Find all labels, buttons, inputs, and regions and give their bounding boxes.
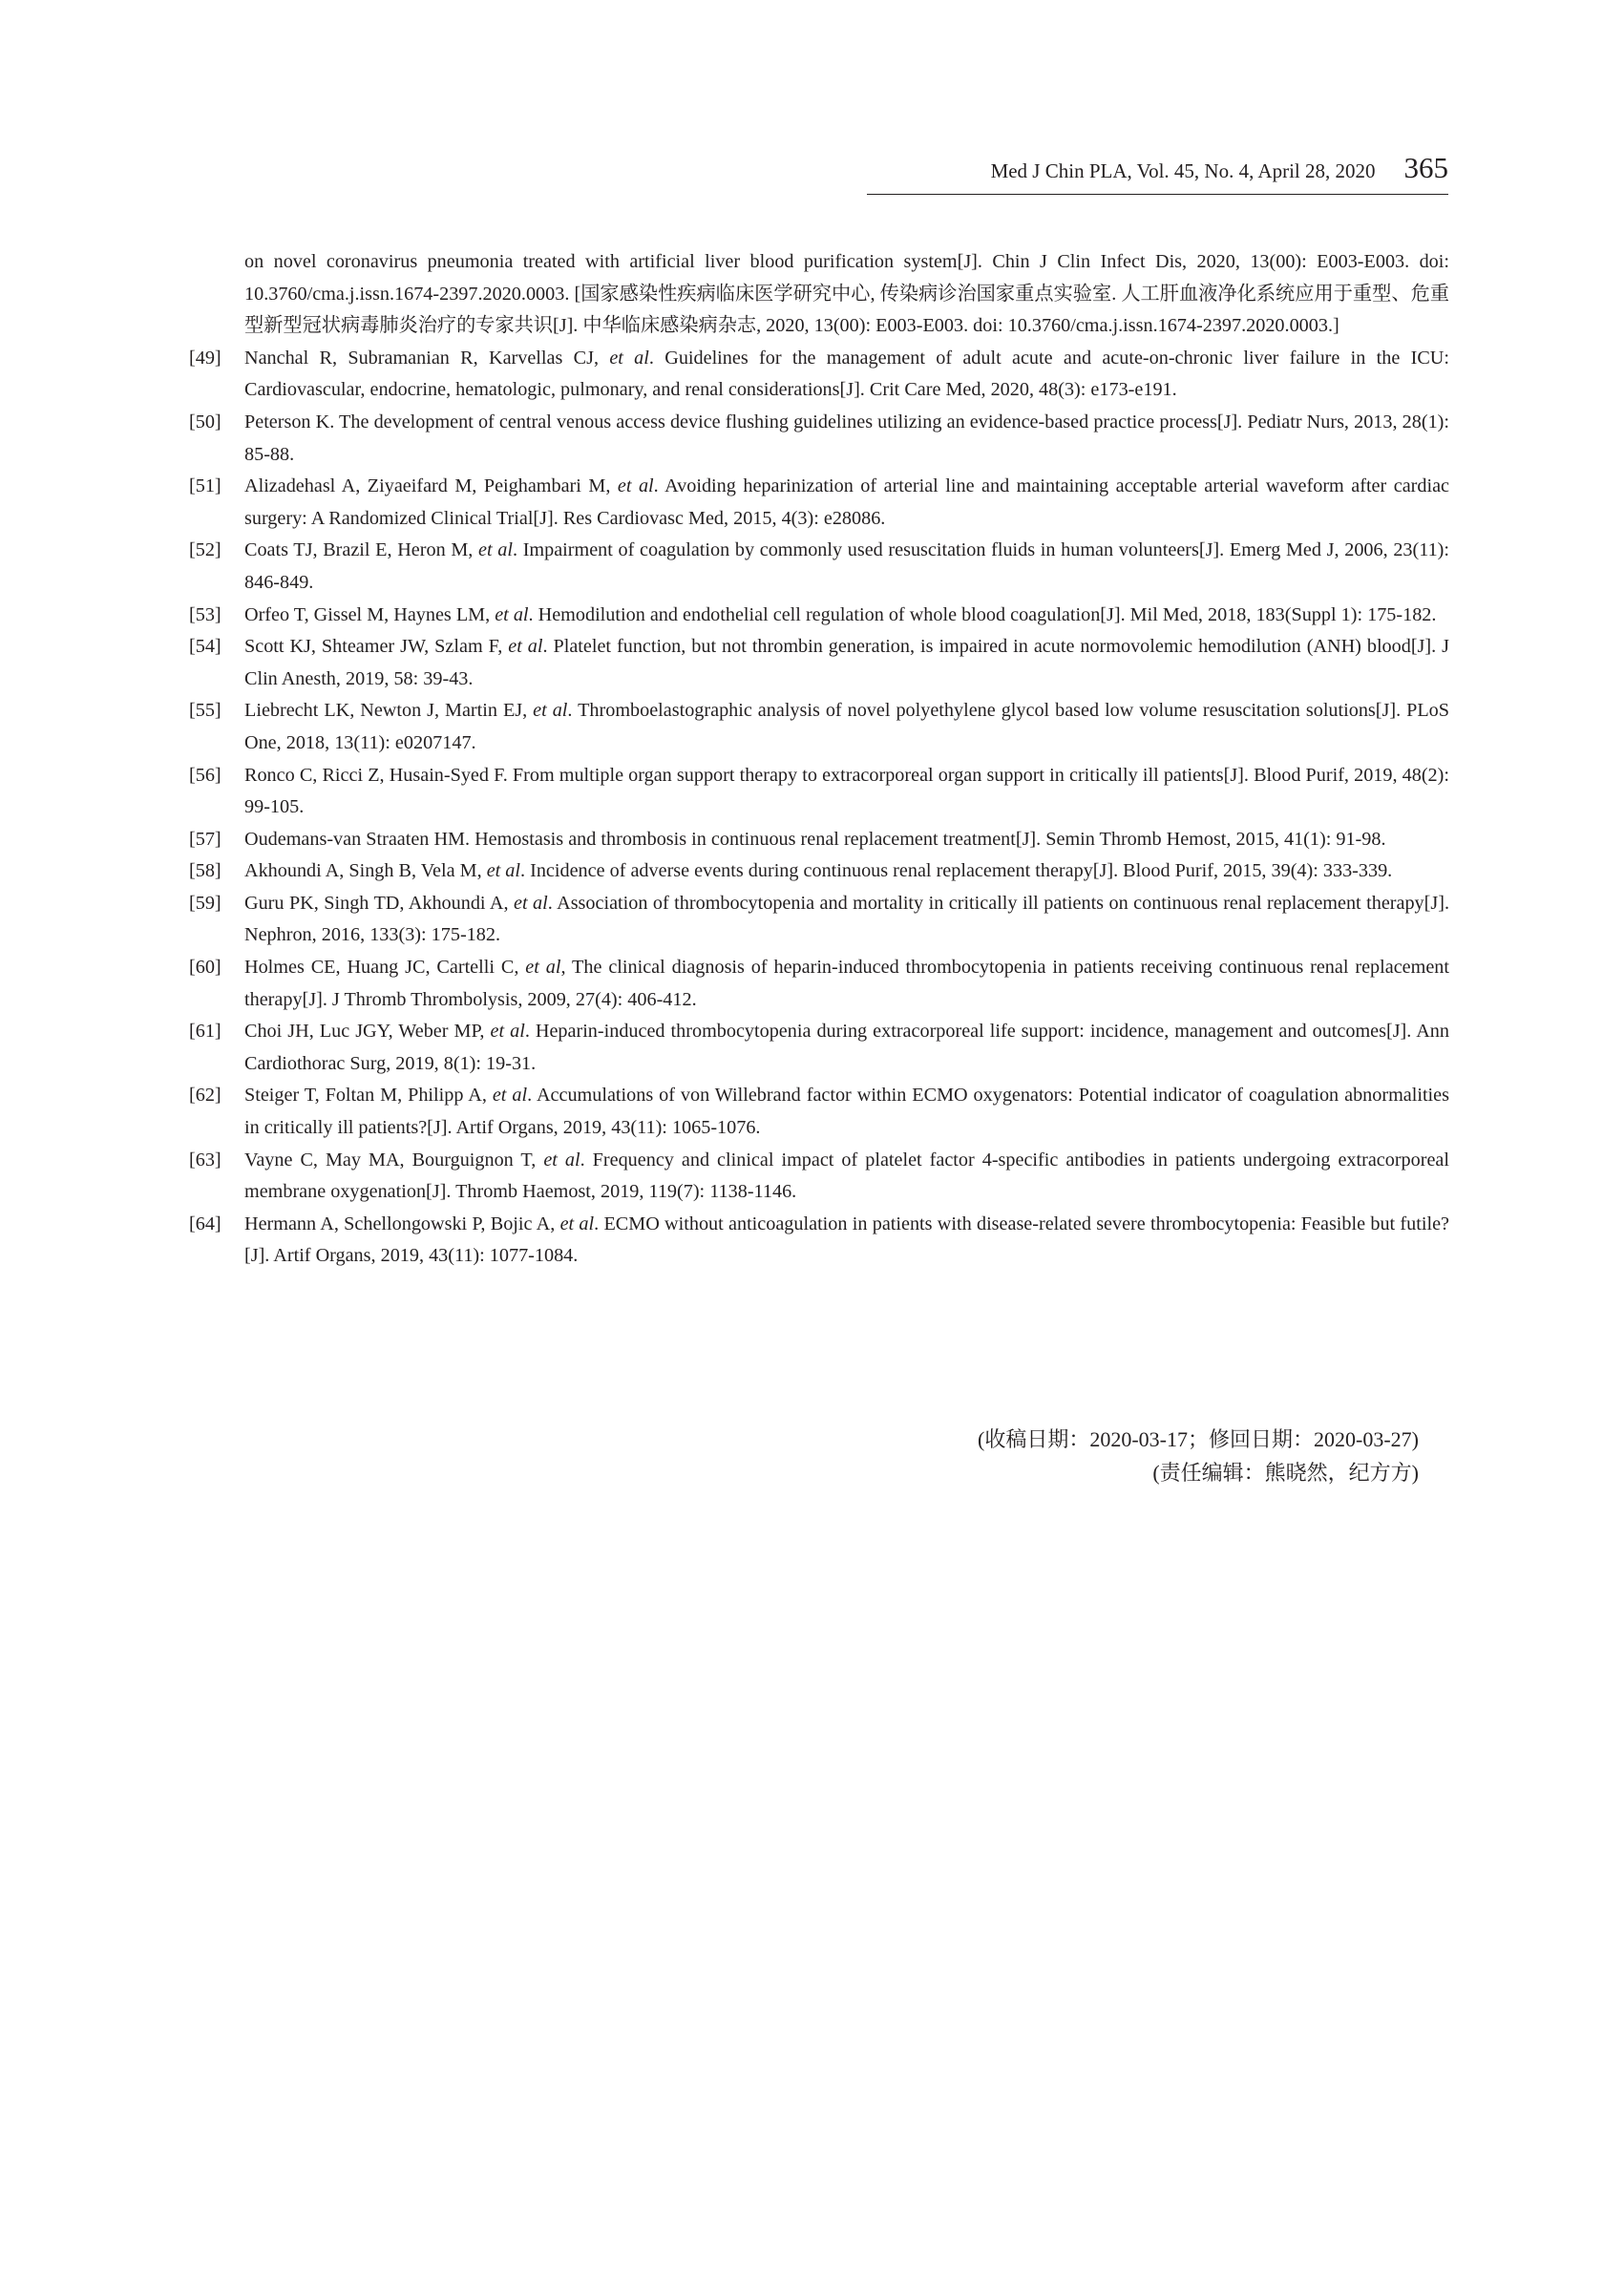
reference-details: , The clinical diagnosis of heparin-induced thrombocytopenia in patients receiving continuous renal replacement therapy[J]. J Thromb Thrombolysis, 2009, 27(4): 406-412. <box>244 957 1449 1010</box>
reference-item <box>189 888 1449 952</box>
reference-authors: Liebrecht LK, Newton J, Martin EJ, <box>244 700 534 722</box>
header-rule <box>867 194 1448 195</box>
running-header <box>991 151 1448 185</box>
reference-item <box>189 1209 1449 1273</box>
journal-citation: Med J Chin PLA, Vol. 45, No. 4, April 28, 2020 <box>990 159 1376 182</box>
reference-details: . Association of thrombocytopenia and mortality in critically ill patients on continuous renal replacement therapy[J]. Nephron, 2016, 133(3): 175-182. <box>244 892 1449 946</box>
reference-et-al: et al <box>609 347 649 369</box>
reference-authors: Akhoundi A, Singh B, Vela M, <box>244 860 487 882</box>
reference-details: Oudemans-van Straaten HM. Hemostasis and thrombosis in continuous renal replacement treatment[J]. Semin Thromb Hemost, 2015, 41(1): 91-98. <box>244 828 1386 850</box>
reference-item <box>189 471 1449 535</box>
reference-text <box>244 1080 1449 1144</box>
reference-authors: Hermann A, Schellongowski P, Bojic A, <box>244 1213 560 1234</box>
reference-details: . Heparin-induced thrombocytopenia during extracorporeal life support: incidence, management and outcomes[J]. Ann Cardiothorac Surg, 2019, 8(1): 19-31. <box>244 1021 1449 1074</box>
responsible-editors: (责任编辑：熊晓然，纪方方) <box>1152 1461 1419 1485</box>
reference-item <box>189 695 1449 759</box>
reference-number: [64] <box>189 1213 221 1234</box>
reference-authors: Nanchal R, Subramanian R, Karvellas CJ, <box>244 347 610 369</box>
reference-authors: Vayne C, May MA, Bourguignon T, <box>244 1149 544 1171</box>
reference-details: . Incidence of adverse events during continuous renal replacement therapy[J]. Blood Purif, 2015, 39(4): 333-339. <box>520 860 1393 882</box>
reference-number: [63] <box>189 1149 221 1171</box>
reference-et-al: et al <box>490 1021 525 1043</box>
reference-list <box>189 246 1449 1273</box>
reference-number: [57] <box>189 828 221 850</box>
reference-text <box>244 1145 1449 1209</box>
reference-number: [60] <box>189 957 221 979</box>
reference-details: . Accumulations of von Willebrand factor within ECMO oxygenators: Potential indicator of coagulation abnormalities in critically ill patients?[J]. Artif Organs, 2019, 43(11): 1065-1076. <box>244 1085 1449 1139</box>
reference-et-al: et al <box>543 1149 580 1171</box>
reference-details: Peterson K. The development of central venous access device flushing guidelines utilizing an evidence-based practice process[J]. Pediatr Nurs, 2013, 28(1): 85-88. <box>244 411 1449 465</box>
reference-number: [49] <box>189 347 221 369</box>
article-footer <box>978 1423 1419 1489</box>
reference-text <box>244 952 1449 1016</box>
reference-item <box>189 631 1449 695</box>
reference-text <box>244 407 1449 471</box>
reference-number: [53] <box>189 603 221 625</box>
reference-item <box>189 760 1449 824</box>
reference-authors: Choi JH, Luc JGY, Weber MP, <box>244 1021 491 1043</box>
reference-details: Ronco C, Ricci Z, Husain-Syed F. From multiple organ support therapy to extracorporeal organ support in critically ill patients[J]. Blood Purif, 2019, 48(2): 99-105. <box>244 764 1449 818</box>
reference-number: [59] <box>189 892 221 914</box>
reference-details: . Guidelines for the management of adult acute and acute-on-chronic liver failure in the ICU: Cardiovascular, endocrine, hematologic, pulmonary, and renal considerations[J]. Crit Care Med, 2020, 48(3): e173-e191. <box>244 347 1449 401</box>
reference-number: [51] <box>189 475 221 497</box>
reference-authors: Guru PK, Singh TD, Akhoundi A, <box>244 892 514 914</box>
reference-item <box>189 535 1449 599</box>
reference-item <box>189 1080 1449 1144</box>
reference-number: [55] <box>189 700 221 722</box>
reference-text <box>244 1209 1449 1273</box>
reference-details: . ECMO without anticoagulation in patients with disease-related severe thrombocytopenia: Feasible but futile?[J]. Artif Organs, 2019, 43(11): 1077-1084. <box>244 1213 1449 1267</box>
reference-authors: Steiger T, Foltan M, Philipp A, <box>244 1085 493 1107</box>
received-revised-dates: (收稿日期：2020-03-17；修回日期：2020-03-27) <box>978 1427 1419 1451</box>
reference-text <box>244 824 1449 856</box>
reference-number: [52] <box>189 539 221 561</box>
reference-item <box>189 343 1449 407</box>
reference-text <box>244 471 1449 535</box>
reference-text <box>244 343 1449 407</box>
reference-authors: Holmes CE, Huang JC, Cartelli C, <box>244 957 526 979</box>
reference-authors: Scott KJ, Shteamer JW, Szlam F, <box>244 636 509 658</box>
reference-item <box>189 952 1449 1016</box>
reference-details: . Impairment of coagulation by commonly used resuscitation fluids in human volunteers[J]. Emerg Med J, 2006, 23(11): 846-849. <box>244 539 1450 593</box>
reference-number: [61] <box>189 1021 221 1043</box>
page-number: 365 <box>1403 151 1448 184</box>
reference-item <box>189 1145 1449 1209</box>
reference-item <box>189 824 1449 856</box>
reference-item <box>189 407 1449 471</box>
reference-et-al: et al <box>617 475 654 497</box>
reference-text <box>244 888 1449 952</box>
reference-text <box>244 695 1449 759</box>
reference-details: . Avoiding heparinization of arterial line and maintaining acceptable arterial waveform after cardiac surgery: A Randomized Clinical Trial[J]. Res Cardiovasc Med, 2015, 4(3): e28086. <box>244 475 1449 529</box>
reference-authors: Coats TJ, Brazil E, Heron M, <box>244 539 479 561</box>
reference-et-al: et al <box>492 1085 528 1107</box>
reference-text <box>244 1016 1449 1080</box>
reference-text <box>244 631 1449 695</box>
reference-details: . Platelet function, but not thrombin generation, is impaired in acute normovolemic hemodilution (ANH) blood[J]. J Clin Anesth, 2019, 58: 39-43. <box>244 636 1450 689</box>
reference-text <box>244 535 1449 599</box>
reference-text <box>244 760 1449 824</box>
reference-authors: Orfeo T, Gissel M, Haynes LM, <box>244 603 496 625</box>
reference-text <box>244 855 1449 888</box>
reference-et-al: et al <box>513 892 548 914</box>
reference-et-al: et al <box>478 539 513 561</box>
reference-et-al: et al <box>533 700 568 722</box>
reference-details: . Thromboelastographic analysis of novel polyethylene glycol based low volume resuscitation solutions[J]. PLoS One, 2018, 13(11): e0207147. <box>244 700 1449 753</box>
reference-et-al: et al <box>486 860 521 882</box>
reference-et-al: et al <box>508 636 543 658</box>
reference-item <box>189 855 1449 888</box>
reference-et-al: et al <box>559 1213 595 1234</box>
reference-details: . Hemodilution and endothelial cell regulation of whole blood coagulation[J]. Mil Med, 2018, 183(Suppl 1): 175-182. <box>528 603 1437 625</box>
reference-et-al: et al <box>495 603 529 625</box>
reference-number: [62] <box>189 1085 221 1107</box>
reference-details: . Frequency and clinical impact of platelet factor 4-specific antibodies in patients undergoing extracorporeal membrane oxygenation[J]. Thromb Haemost, 2019, 119(7): 1138-1146. <box>244 1149 1449 1203</box>
reference-text <box>244 600 1449 632</box>
reference-item <box>189 1016 1449 1080</box>
reference-number: [58] <box>189 860 221 882</box>
reference-authors: Alizadehasl A, Ziyaeifard M, Peighambari M, <box>244 475 618 497</box>
reference-number: [50] <box>189 411 221 432</box>
reference-number: [56] <box>189 764 221 786</box>
reference-continuation: on novel coronavirus pneumonia treated with artificial liver blood purification system[J]. Chin J Clin Infect Dis, 2020, 13(00): E003-E003. doi: 10.3760/cma.j.issn.1674-2397.2020.0003. [国家感染性疾病临床医学研究中心, 传染病诊治国家重点实验室. 人工肝血液净化系统应用于重型、危重型新型冠状病毒肺炎治疗的专家共识[J]. 中华临床感染病杂志, 2020, 13(00): E003-E003. doi: 10.3760/cma.j.issn.1674-2397.2020.0003.] <box>244 251 1449 337</box>
reference-number: [54] <box>189 636 221 658</box>
reference-et-al: et al <box>525 957 561 979</box>
reference-item <box>189 600 1449 632</box>
